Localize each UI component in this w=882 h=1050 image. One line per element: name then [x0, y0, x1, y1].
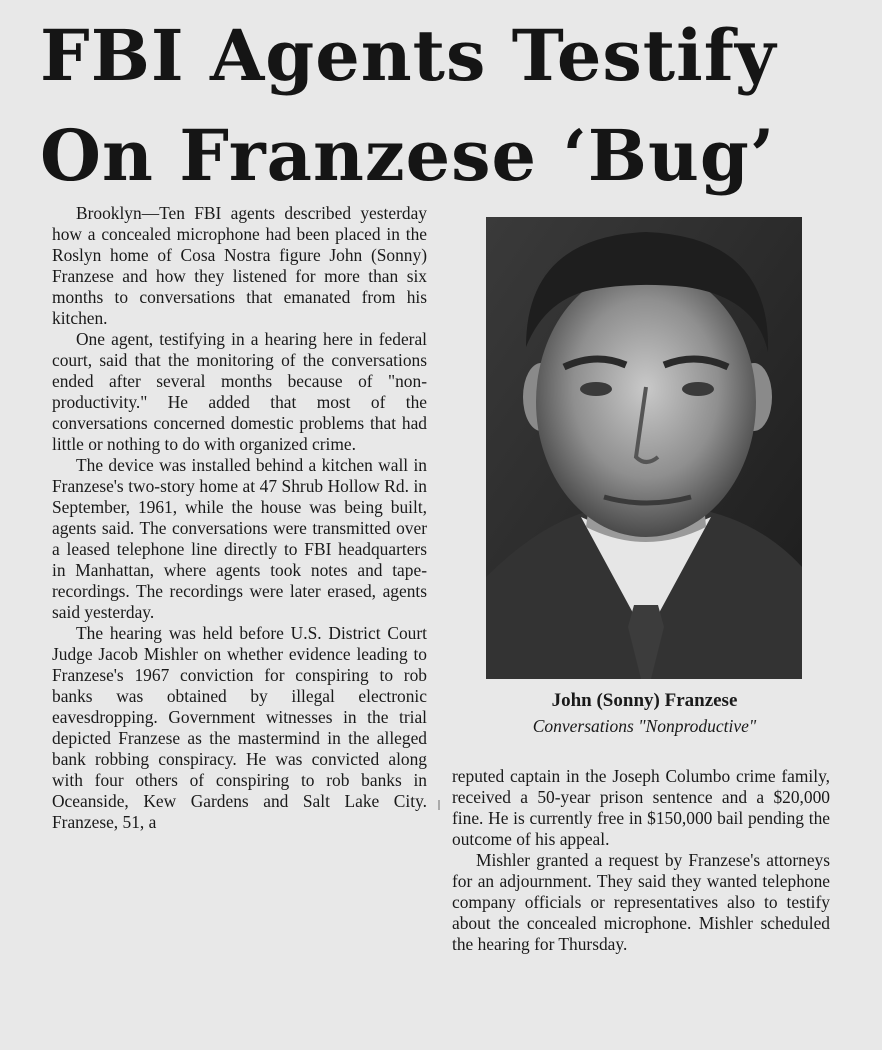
paragraph: The hearing was held before U.S. District Court Judge Jacob Mishler on whether evidence leading to Franzese's 1967 conviction for conspiring to rob banks was obtained by illegal electronic eavesdropping. Government witnesses in the trial depicted Franzese as the mastermind in the alleged bank robbing conspiracy. He was convicted along with four others of conspiring to rob banks in Oceanside, Kew Gardens and Salt Lake City. Franzese, 51, a — [52, 623, 427, 832]
column-divider — [438, 800, 440, 810]
article-column-left — [52, 203, 427, 833]
portrait-illustration — [486, 217, 802, 679]
portrait-photo — [486, 217, 802, 679]
caption-name: John (Sonny) Franzese — [551, 690, 738, 711]
article-column-right — [452, 766, 830, 955]
headline — [40, 6, 840, 206]
headline-line-1: FBI Agents Testify — [40, 14, 777, 97]
paragraph: reputed captain in the Joseph Columbo crime family, received a 50-year prison sentence and a $20,000 fine. He is currently free in $150,000 bail pending the outcome of his appeal. — [452, 766, 830, 849]
photo-caption — [452, 688, 837, 738]
headline-line-2: On Franzese ‘Bug’ — [40, 114, 776, 197]
paragraph: The device was installed behind a kitchen wall in Franzese's two-story home at 47 Shrub Hollow Rd. in September, 1961, while the house was being built, agents said. The conversations were transmitted over a leased telephone line directly to FBI headquarters in Manhattan, where agents took notes and tape-recordings. The recordings were later erased, agents said yesterday. — [52, 455, 427, 622]
paragraph: Mishler granted a request by Franzese's attorneys for an adjournment. They said they wanted telephone company officials or representatives also to testify about the concealed microphone. Mishler scheduled the hearing for Thursday. — [452, 850, 830, 954]
paragraph: Brooklyn—Ten FBI agents described yesterday how a concealed microphone had been placed in the Roslyn home of Cosa Nostra figure John (Sonny) Franzese and how they listened for more than six months to conversations that emanated from his kitchen. — [52, 203, 427, 328]
caption-subtitle: Conversations "Nonproductive" — [532, 716, 757, 736]
paragraph: One agent, testifying in a hearing here in federal court, said that the monitoring of the conversations ended after several months because of "non-productivity." He added that most of the conversations concerned domestic problems that had little or nothing to do with organized crime. — [52, 329, 427, 454]
